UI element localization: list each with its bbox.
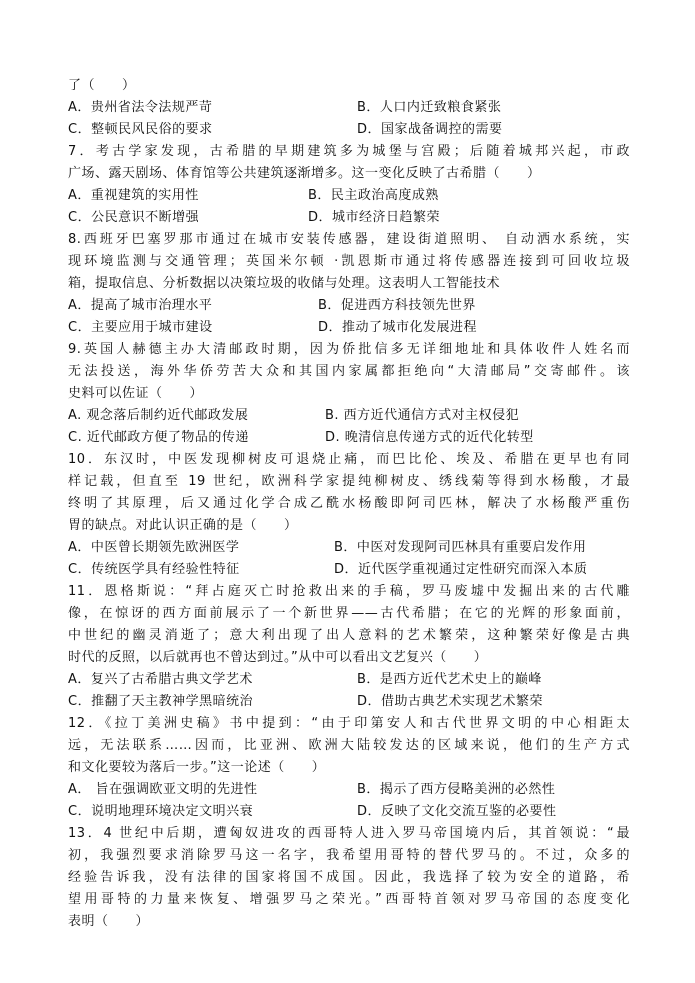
q7-stem-line: 7．考古学家发现，古希腊的早期建筑多为城堡与宫殿；后随着城邦兴起，市政 — [68, 144, 630, 159]
q7-option-c: C．公民意识不断增强 — [68, 210, 200, 225]
q6-option-c: C．整顿民风民俗的要求 — [68, 122, 213, 137]
q9-stem-line: 史料可以佐证（ ） — [68, 386, 204, 401]
q7-option-d: D．城市经济日趋繁荣 — [308, 210, 441, 225]
q7-option-a: A．重视建筑的实用性 — [68, 188, 199, 203]
q9-stem-line: 9.英国人赫德主办大清邮政时期，因为侨批信多无详细地址和具体收件人姓名而 — [68, 342, 630, 357]
q11-stem-line: 11．恩格斯说：“拜占庭灭亡时抢救出来的手稿，罗马废墟中发掘出来的古代雕 — [68, 584, 630, 599]
q8-option-c: C．主要应用于城市建设 — [68, 320, 213, 335]
q9-option-d: D. 晚清信息传递方式的近代化转型 — [325, 430, 534, 445]
q11-option-a: A．复兴了古希腊古典文学艺术 — [68, 672, 253, 687]
q6-option-a: A．贵州省法令法规严苛 — [68, 100, 213, 115]
q11-option-b: B．是西方近代艺术史上的巅峰 — [357, 672, 542, 687]
q8-option-a: A．提高了城市治理水平 — [68, 298, 213, 313]
q11-option-c: C．推翻了天主教神学黑暗统治 — [68, 694, 254, 709]
q7-stem-line: 广场、露天剧场、体育馆等公共建筑逐渐增多。这一变化反映了古希腊（ ） — [68, 166, 541, 181]
q6-option-b: B．人口内迁致粮食紧张 — [357, 100, 502, 115]
q12-stem-line: 和文化要较为落后一步。”这一论述（ ） — [68, 760, 326, 775]
q11-stem-line: 像，在惊讶的西方面前展示了一个新世界——古代希腊；在它的光辉的形象面前， — [68, 606, 630, 621]
q11-stem-line: 中世纪的幽灵消逝了；意大利出现了出人意料的艺术繁荣，这种繁荣好像是古典 — [68, 628, 630, 643]
q8-stem-line: 箱，提取信息、分析数据以决策垃圾的收储与处理。这表明人工智能技术 — [68, 276, 501, 291]
q12-stem-line: 远，无法联系……因而，比亚洲、欧洲大陆较发达的区域来说，他们的生产方式 — [68, 738, 630, 753]
q10-stem-line: 样记载，但直至 19 世纪，欧洲科学家提纯柳树皮、绣线菊等得到水杨酸，才最 — [68, 474, 630, 489]
q13-stem-line: 望用哥特的力量来恢复、增强罗马之荣光。”西哥特首领对罗马帝国的态度变化 — [68, 892, 630, 907]
q12-option-a: A． 旨在强调欧亚文明的先进性 — [68, 782, 258, 797]
q11-option-d: D．借助古典艺术实现艺术繁荣 — [357, 694, 544, 709]
q6-option-d: D．国家战备调控的需要 — [357, 122, 503, 137]
q12-option-d: D．反映了文化交流互鉴的必要性 — [357, 804, 557, 819]
q12-option-c: C．说明地理环境决定文明兴衰 — [68, 804, 254, 819]
q9-option-c: C. 近代邮政方便了物品的传递 — [68, 430, 249, 445]
q8-option-d: D．推动了城市化发展进程 — [318, 320, 478, 335]
q10-stem-line: 终明了其原理，后又通过化学合成乙酰水杨酸即阿司匹林，解决了水杨酸严重伤 — [68, 496, 630, 511]
q9-option-a: A. 观念落后制约近代邮政发展 — [68, 408, 249, 423]
q10-option-d: D．近代医学重视通过定性研究而深入本质 — [334, 562, 588, 577]
q11-stem-line: 时代的反照，以后就再也不曾达到过。”从中可以看出文艺复兴（ ） — [68, 650, 488, 665]
q8-stem-line: 8.西班牙巴塞罗那市通过在城市安装传感器，建设街道照明、 自动洒水系统，实 — [68, 232, 630, 247]
q13-stem-line: 13．4 世纪中后期，遭匈奴进攻的西哥特人进入罗马帝国境内后，其首领说：“最 — [68, 826, 630, 841]
q12-option-b: B．揭示了西方侵略美洲的必然性 — [357, 782, 556, 797]
q13-stem-line: 表明（ ） — [68, 914, 150, 929]
q10-stem-line: 胃的缺点。对此认识正确的是（ ） — [68, 518, 298, 533]
q13-stem-line: 初，我强烈要求消除罗马这一名字，我希望用哥特的替代罗马的。不过，众多的 — [68, 848, 630, 863]
q10-stem-line: 10．东汉时，中医发现柳树皮可退烧止痛，而巴比伦、埃及、希腊在更早也有同 — [68, 452, 630, 467]
q9-stem-line: 无法投送，海外华侨劳苦大众和其国内家属都拒绝向“大清邮局”交寄邮件。该 — [68, 364, 630, 379]
q12-stem-line: 12．《拉丁美洲史稿》书中提到：“由于印第安人和古代世界文明的中心相距太 — [68, 716, 630, 731]
q9-option-b: B. 西方近代通信方式对主权侵犯 — [325, 408, 520, 423]
q7-option-b: B．民主政治高度成熟 — [308, 188, 439, 203]
q8-option-b: B．促进西方科技领先世界 — [318, 298, 476, 313]
q8-stem-line: 现环境监测与交通管理；英国米尔顿 ·凯恩斯市通过将传感器连接到可回收垃圾 — [68, 254, 630, 269]
q13-stem-line: 经验告诉我，没有法律的国家将国不成国。因此，我选择了较为安全的道路，希 — [68, 870, 630, 885]
q10-option-a: A．中医曾长期领先欧洲医学 — [68, 540, 240, 555]
question-6-stem-end: 了（ ） — [68, 78, 136, 93]
q10-option-b: B．中医对发现阿司匹林具有重要启发作用 — [334, 540, 587, 555]
q10-option-c: C．传统医学具有经验性特征 — [68, 562, 240, 577]
